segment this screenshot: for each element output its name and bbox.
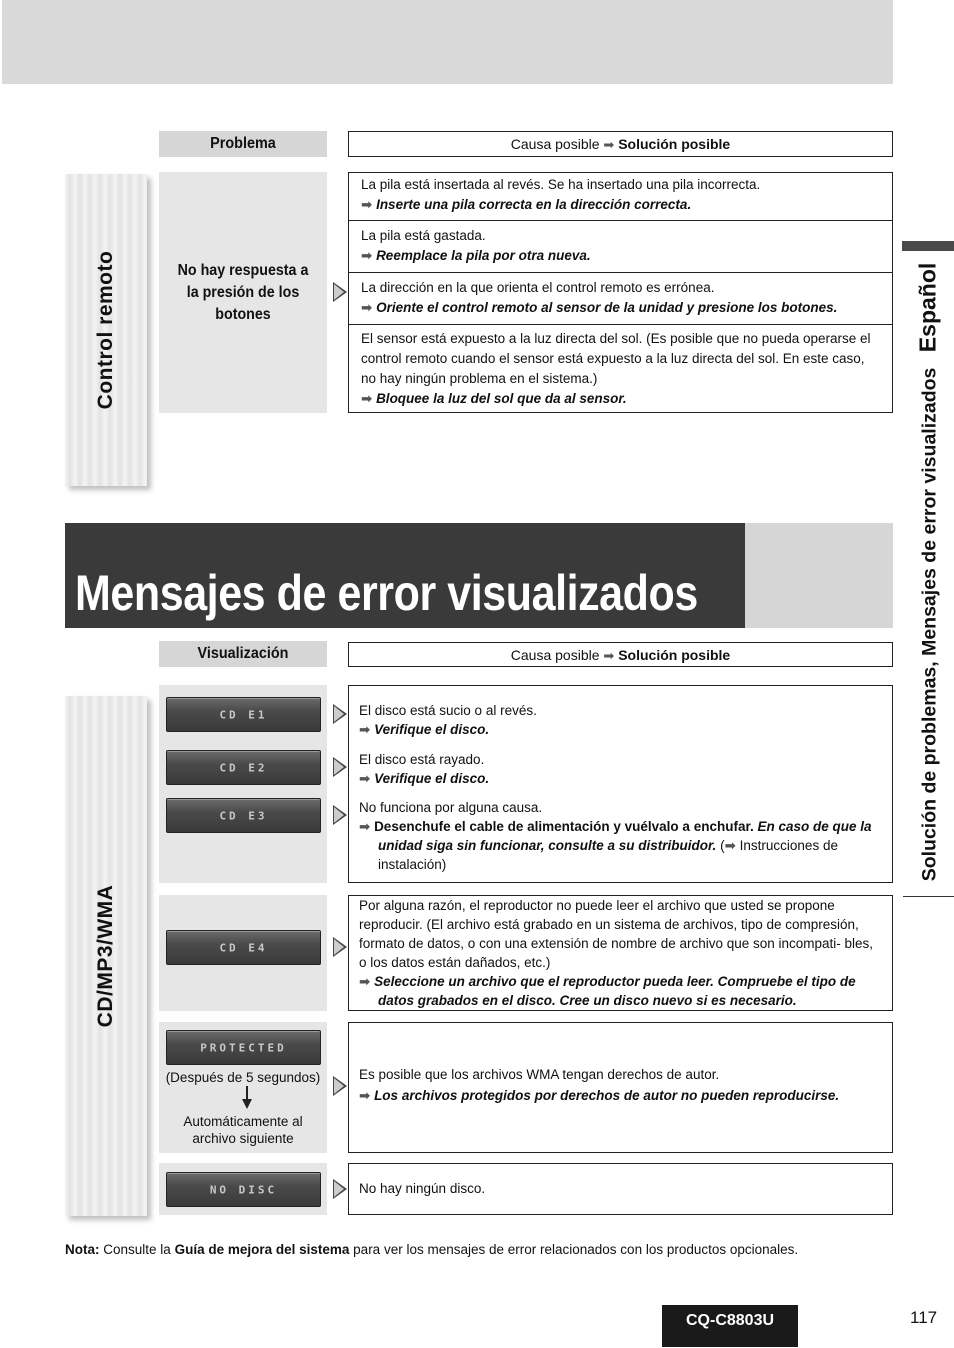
solution-label: Reemplace la pila por otra nueva. [376, 248, 591, 263]
note-bold: Guía de mejora del sistema [174, 1242, 350, 1257]
model-badge: CQ-C8803U [662, 1305, 798, 1347]
solution-label: Oriente el control remoto al sensor de la unidad y presione los botones. [376, 300, 838, 315]
solution-text [361, 246, 880, 266]
problem-header-label: Problema [210, 135, 276, 152]
lcd-text: CD E2 [219, 761, 268, 774]
lcd-display-no-disc [166, 1172, 321, 1207]
section-tab-control-remoto [65, 174, 147, 486]
solution-header-label: Solución posible [618, 647, 731, 663]
lcd-text: CD E4 [219, 941, 268, 954]
triangle-pointer-icon [333, 704, 347, 724]
page-number: 117 [910, 1308, 938, 1327]
divider [349, 324, 892, 325]
solution-header-label: Solución posible [618, 136, 731, 152]
right-arrow-icon: ➡ [603, 648, 615, 663]
after-delay-label: (Después de 5 segundos) [165, 1070, 321, 1085]
cause-row [349, 750, 892, 788]
note-label: Nota: [65, 1242, 100, 1257]
cause-text: El disco está rayado. [359, 752, 485, 767]
top-gray-band [2, 0, 893, 84]
right-arrow-icon: ➡ [359, 974, 375, 989]
cause-text: No funciona por alguna causa. [359, 800, 543, 815]
solution-text [361, 195, 880, 215]
solution-label: Bloquee la luz del sol que da al sensor. [376, 391, 627, 406]
lcd-text: CD E3 [219, 809, 268, 822]
cause-text: El sensor está expuesto a la luz directa del sol. (Es posible que no pueda operarse el control remoto cuando el sensor está expuesto a la luz directa del sol. En este caso, no hay ningún problema en el sistema.) [361, 331, 871, 386]
solution-text [361, 389, 880, 409]
solution-reference: (➡ Instrucciones de instalación) [378, 838, 838, 872]
cause-row [349, 175, 892, 215]
side-vertical-title [915, 263, 942, 882]
lcd-display-cd-e3 [166, 798, 321, 833]
solutions-box-no-disc [348, 1163, 893, 1215]
footnote [65, 1240, 798, 1260]
solution-text [359, 769, 882, 788]
solutions-box-protected [348, 1022, 893, 1153]
cause-solution-header [348, 642, 893, 667]
lcd-text: NO DISC [209, 1183, 278, 1196]
section-tab-label: CD/MP3/WMA [94, 884, 117, 1028]
problem-box [159, 172, 327, 413]
side-divider [903, 896, 954, 897]
triangle-pointer-icon [333, 282, 347, 302]
solutions-box-e1-e3 [348, 685, 893, 883]
triangle-pointer-icon [333, 1179, 347, 1199]
divider [349, 272, 892, 273]
cause-text: La pila está gastada. [361, 228, 486, 243]
triangle-pointer-icon [333, 805, 347, 825]
divider [349, 220, 892, 221]
solution-bold: Desenchufe el cable de alimentación y vuélvalo a enchufar. [374, 819, 754, 834]
lcd-display-protected [166, 1030, 321, 1065]
cause-text: La pila está insertada al revés. Se ha insertado una pila incorrecta. [361, 177, 761, 192]
solution-text [359, 1086, 882, 1105]
down-arrow-head [242, 1099, 252, 1109]
cause-row [349, 798, 892, 874]
solution-label: Verifique el disco. [374, 771, 490, 786]
right-arrow-icon: ➡ [361, 248, 377, 263]
note-pre: Consulte la [103, 1242, 171, 1257]
solution-text [359, 972, 882, 1010]
cause-row [349, 701, 892, 739]
side-marker-bar [902, 241, 954, 251]
lcd-text: CD E1 [219, 708, 268, 721]
down-arrow-icon [246, 1086, 248, 1100]
solution-label: Los archivos protegidos por derechos de autor no pueden reproducirse. [374, 1088, 840, 1103]
cause-row [349, 226, 892, 266]
cause-row [349, 329, 892, 409]
note-post: para ver los mensajes de error relacionados con los productos opcionales. [353, 1242, 799, 1257]
cause-row [349, 1065, 892, 1105]
reference-label: Instrucciones de instalación) [378, 838, 838, 872]
cause-solution-header [348, 131, 893, 157]
title-dark-block [65, 523, 745, 628]
right-arrow-icon: ➡ [361, 391, 377, 406]
right-arrow-icon: ➡ [359, 771, 375, 786]
display-header-label: Visualización [197, 645, 289, 662]
problem-header [159, 131, 327, 157]
solution-text [359, 817, 882, 874]
page-title: Mensajes de error visualizados [75, 565, 698, 621]
solutions-box-e4 [348, 895, 893, 1011]
cause-row [349, 278, 892, 318]
lcd-display-cd-e1 [166, 697, 321, 732]
cause-text: El disco está sucio o al revés. [359, 703, 537, 718]
cause-header-label: Causa posible [510, 136, 600, 152]
right-arrow-icon: ➡ [359, 1088, 375, 1103]
triangle-pointer-icon [333, 937, 347, 957]
triangle-pointer-icon [333, 1076, 347, 1096]
lcd-display-cd-e2 [166, 750, 321, 785]
lcd-display-cd-e4 [166, 930, 321, 965]
side-title-main: Solución de problemas, Mensajes de error visualizados [918, 367, 941, 882]
solutions-box-remote [348, 172, 893, 413]
right-arrow-icon: ➡ [359, 722, 375, 737]
cause-text: No hay ningún disco. [359, 1181, 486, 1196]
solution-italic: En caso de que la unidad siga sin funcionar, consulte a su distribuidor. [378, 819, 872, 853]
section-tab-cd-mp3-wma [65, 696, 147, 1216]
triangle-pointer-icon [333, 757, 347, 777]
problem-text: No hay respuesta a la presión de los botones [177, 261, 309, 323]
section-tab-label: Control remoto [94, 250, 117, 410]
cause-row [349, 1179, 892, 1198]
solution-label: Inserte una pila correcta en la dirección correcta. [376, 197, 692, 212]
lcd-text: PROTECTED [200, 1041, 287, 1054]
right-arrow-icon: ➡ [603, 137, 615, 152]
section-title-bar [65, 523, 893, 628]
side-title-language: Español [914, 262, 941, 353]
solution-label: Seleccione un archivo que el reproductor pueda leer. Compruebe el tipo de datos grabados en el disco. Cree un disco nuevo si es necesario. [374, 974, 856, 1008]
display-header [159, 641, 327, 667]
cause-header-label: Causa posible [510, 647, 600, 663]
right-arrow-icon: ➡ [359, 819, 375, 834]
auto-next-label: Automáticamente al archivo siguiente [183, 1114, 303, 1146]
cause-row [349, 896, 892, 1010]
right-arrow-icon: ➡ [361, 300, 377, 315]
right-arrow-icon: ➡ [361, 197, 377, 212]
cause-text: Por alguna razón, el reproductor no puede leer el archivo que usted se propone reproducir. (El archivo está grabado en un sistema de archivos, tipo de compresión, formato de datos, o con una extensión de nombre de archivo que son incompati- bles, o los datos están dañados, etc.) [359, 898, 874, 970]
solution-label: Verifique el disco. [374, 722, 490, 737]
solution-text [359, 720, 882, 739]
cause-text: La dirección en la que orienta el control remoto es errónea. [361, 280, 715, 295]
solution-text [361, 298, 880, 318]
right-arrow-icon: ➡ [724, 838, 736, 853]
cause-text: Es posible que los archivos WMA tengan derechos de autor. [359, 1067, 720, 1082]
